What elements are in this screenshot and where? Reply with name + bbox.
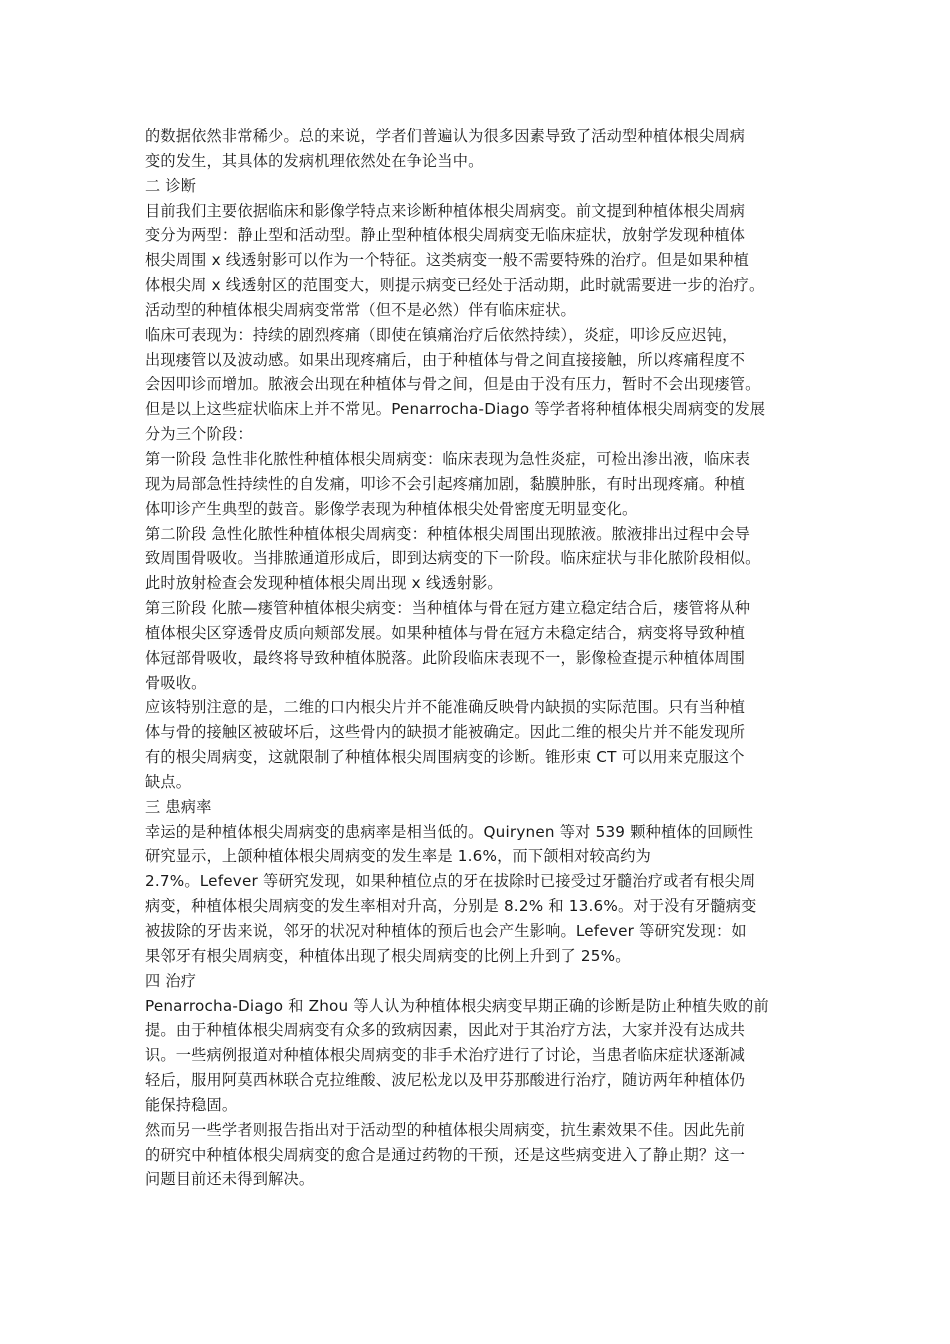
text-line: 根尖周围 x 线透射影可以作为一个特征。这类病变一般不需要特殊的治疗。但是如果种植 xyxy=(145,251,749,270)
document-body xyxy=(145,124,813,1192)
section-heading-diagnosis: 二 诊断 xyxy=(145,176,197,195)
section-heading-prevalence: 三 患病率 xyxy=(145,797,212,816)
text-line: 体与骨的接触区被破坏后，这些骨内的缺损才能被确定。因此二维的根尖片并不能发现所 xyxy=(145,723,746,742)
text-line: 有的根尖周病变，这就限制了种植体根尖周围病变的诊断。锥形束 CT 可以用来克服这个 xyxy=(145,748,745,767)
text-line: 幸运的是种植体根尖周病变的患病率是相当低的。Quirynen 等对 539 颗种植体的回顾性 xyxy=(145,822,754,841)
text-line: 问题目前还未得到解决。 xyxy=(145,1170,315,1189)
text-line: 体根尖周 x 线透射区的范围变大，则提示病变已经处于活动期，此时就需要进一步的治疗。 xyxy=(145,276,765,295)
text-line: 果邻牙有根尖周病变，种植体出现了根尖周病变的比例上升到了 25%。 xyxy=(145,946,631,965)
text-line: 但是以上这些症状临床上并不常见。Penarrocha-Diago 等学者将种植体根尖周病变的发展 xyxy=(145,400,766,419)
text-line: 活动型的种植体根尖周病变常常（但不是必然）伴有临床症状。 xyxy=(145,300,576,319)
text-line: 第一阶段 急性非化脓性种植体根尖周病变：临床表现为急性炎症，可检出渗出液，临床表 xyxy=(145,449,751,468)
text-line: 目前我们主要依据临床和影像学特点来诊断种植体根尖周病变。前文提到种植体根尖周病 xyxy=(145,201,746,220)
text-line: 的数据依然非常稀少。总的来说，学者们普遍认为很多因素导致了活动型种植体根尖周病 xyxy=(145,127,746,145)
text-line: 会因叩诊而增加。脓液会出现在种植体与骨之间，但是由于没有压力，暂时不会出现瘘管。 xyxy=(145,375,761,394)
text-line: 的研究中种植体根尖周病变的愈合是通过药物的干预，还是这些病变进入了静止期？这一 xyxy=(145,1145,746,1164)
text-line: 提。由于种植体根尖周病变有众多的致病因素，因此对于其治疗方法，大家并没有达成共 xyxy=(145,1021,746,1040)
text-line: 致周围骨吸收。当排脓通道形成后，即到达病变的下一阶段。临床症状与非化脓阶段相似。 xyxy=(145,549,761,568)
text-line: 2.7%。Lefever 等研究发现，如果种植位点的牙在拔除时已接受过牙髓治疗或者有根尖周 xyxy=(145,872,756,891)
text-line: 第二阶段 急性化脓性种植体根尖周病变：种植体根尖周围出现脓液。脓液排出过程中会导 xyxy=(145,524,751,543)
text-line: 然而另一些学者则报告指出对于活动型的种植体根尖周病变，抗生素效果不佳。因此先前 xyxy=(145,1120,746,1139)
text-line: 体冠部骨吸收，最终将导致种植体脱落。此阶段临床表现不一，影像检查提示种植体周围 xyxy=(145,648,746,667)
text-line: 变的发生，其具体的发病机理依然处在争论当中。 xyxy=(145,151,484,170)
text-line: 被拔除的牙齿来说，邻牙的状况对种植体的预后也会产生影响。Lefever 等研究发现：如 xyxy=(145,922,747,940)
text-line: 临床可表现为：持续的剧烈疼痛（即使在镇痛治疗后依然持续），炎症，叩诊反应迟钝， xyxy=(145,325,738,344)
text-line: 缺点。 xyxy=(145,772,192,791)
text-line: 能保持稳固。 xyxy=(145,1095,238,1114)
text-line: 第三阶段 化脓—瘘管种植体根尖病变：当种植体与骨在冠方建立稳定结合后，瘘管将从种 xyxy=(145,599,751,618)
text-line: 植体根尖区穿透骨皮质向颊部发展。如果种植体与骨在冠方未稳定结合，病变将导致种植 xyxy=(145,623,746,642)
text-line: 研究显示，上颌种植体根尖周病变的发生率是 1.6%，而下颌相对较高约为 xyxy=(145,847,652,866)
text-line: 变分为两型：静止型和活动型。静止型种植体根尖周病变无临床症状，放射学发现种植体 xyxy=(145,226,746,245)
text-line: Penarrocha-Diago 和 Zhou 等人认为种植体根尖病变早期正确的诊断是防止种植失败的前 xyxy=(145,996,769,1015)
text-line: 出现瘘管以及波动感。如果出现疼痛后，由于种植体与骨之间直接接触，所以疼痛程度不 xyxy=(145,350,746,369)
text-line: 现为局部急性持续性的自发痛，叩诊不会引起疼痛加剧，黏膜肿胀，有时出现疼痛。种植 xyxy=(145,474,746,493)
text-line: 此时放射检查会发现种植体根尖周出现 x 线透射影。 xyxy=(145,574,503,593)
text-line: 识。一些病例报道对种植体根尖周病变的非手术治疗进行了讨论，当患者临床症状逐渐减 xyxy=(145,1046,746,1065)
text-line: 分为三个阶段： xyxy=(145,425,253,444)
text-line: 病变，种植体根尖周病变的发生率相对升高，分别是 8.2% 和 13.6%。对于没有牙髓病变 xyxy=(145,897,757,916)
text-line: 体叩诊产生典型的鼓音。影像学表现为种植体根尖处骨密度无明显变化。 xyxy=(145,499,638,518)
section-heading-treatment: 四 治疗 xyxy=(145,971,197,990)
text-line: 骨吸收。 xyxy=(145,673,207,692)
text-line: 轻后，服用阿莫西林联合克拉维酸、波尼松龙以及甲芬那酸进行治疗，随访两年种植体仍 xyxy=(145,1071,746,1090)
text-line: 应该特别注意的是，二维的口内根尖片并不能准确反映骨内缺损的实际范围。只有当种植 xyxy=(145,698,746,717)
